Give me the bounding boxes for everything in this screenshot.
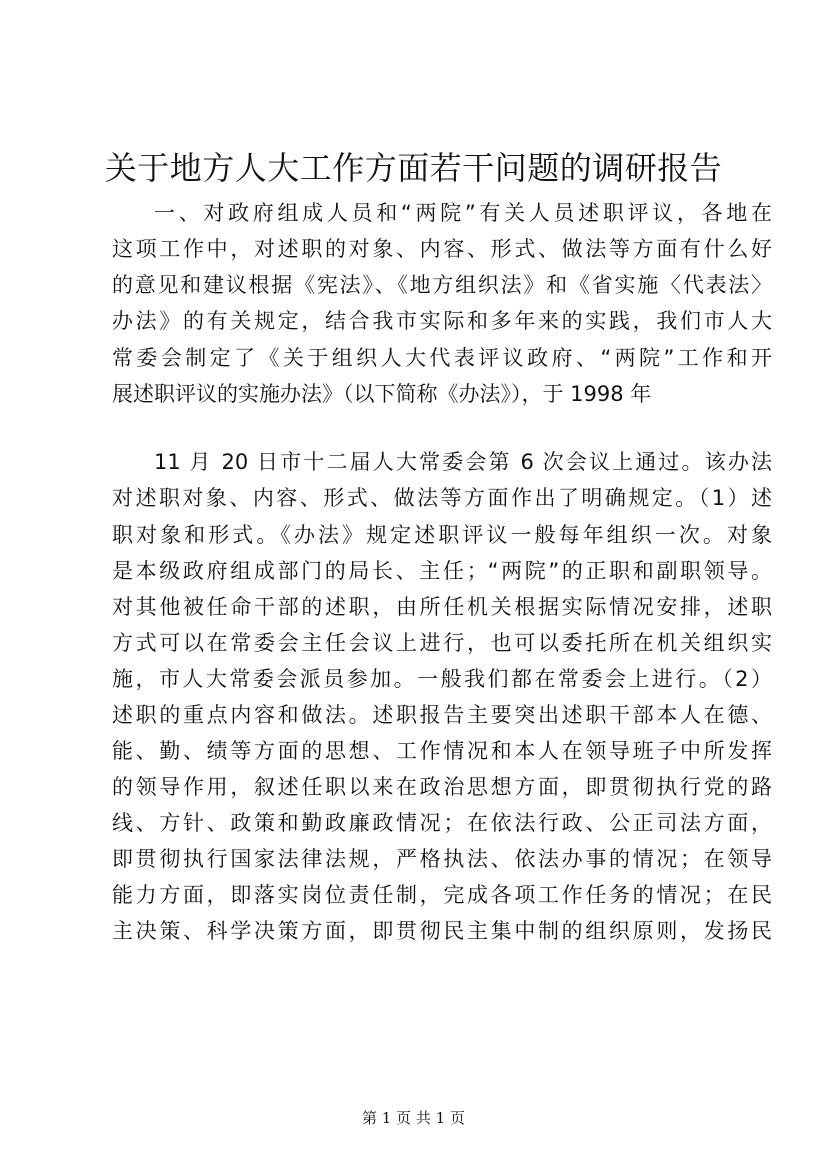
text-line: 对其他被任命干部的述职，由所任机关根据实际情况安排，述职 [112,595,772,619]
text-line: 的领导作用，叙述任职以来在政治思想方面，即贯彻执行党的路 [112,775,772,799]
text-line: 施，市人大常委会派员参加。一般我们都在常委会上进行。（2） [112,667,772,691]
text-line: 职对象和形式。《办法》规定述职评议一般每年组织一次。对象 [112,523,772,547]
document-title: 关于地方人大工作方面若干问题的调研报告 [104,149,723,187]
text-line: 的意见和建议根据《宪法》、《地方组织法》和《省实施〈代表法〉 [112,273,772,297]
text-line: 一、对政府组成人员和“两院”有关人员述职评议，各地在 [154,201,772,225]
text-line: 线、方针、政策和勤政廉政情况；在依法行政、公正司法方面， [112,811,772,835]
text-line: 展述职评议的实施办法》（以下简称《办法》），于 1998 年 [112,382,652,406]
page-footer: 第 1 页 共 1 页 [362,1109,465,1127]
text-line: 常委会制定了《关于组织人大代表评议政府、“两院”工作和开 [112,346,772,370]
text-line: 这项工作中，对述职的对象、内容、形式、做法等方面有什么好 [112,237,772,261]
text-line: 能力方面，即落实岗位责任制，完成各项工作任务的情况；在民 [112,883,772,907]
text-line: 能、勤、绩等方面的思想、工作情况和本人在领导班子中所发挥 [112,739,772,763]
text-line: 主决策、科学决策方面，即贯彻民主集中制的组织原则，发扬民 [112,919,772,943]
text-line: 11 月 20 日市十二届人大常委会第 6 次会议上通过。该办法 [154,450,772,474]
text-line: 是本级政府组成部门的局长、主任；“两院”的正职和副职领导。 [112,559,772,583]
text-line: 对述职对象、内容、形式、做法等方面作出了明确规定。（1）述 [112,486,772,510]
text-line: 方式可以在常委会主任会议上进行，也可以委托所在机关组织实 [112,631,772,655]
text-line: 办法》的有关规定，结合我市实际和多年来的实践，我们市人大 [112,309,772,333]
text-line: 即贯彻执行国家法律法规，严格执法、依法办事的情况；在领导 [112,847,772,871]
text-line: 述职的重点内容和做法。述职报告主要突出述职干部本人在德、 [112,703,772,727]
